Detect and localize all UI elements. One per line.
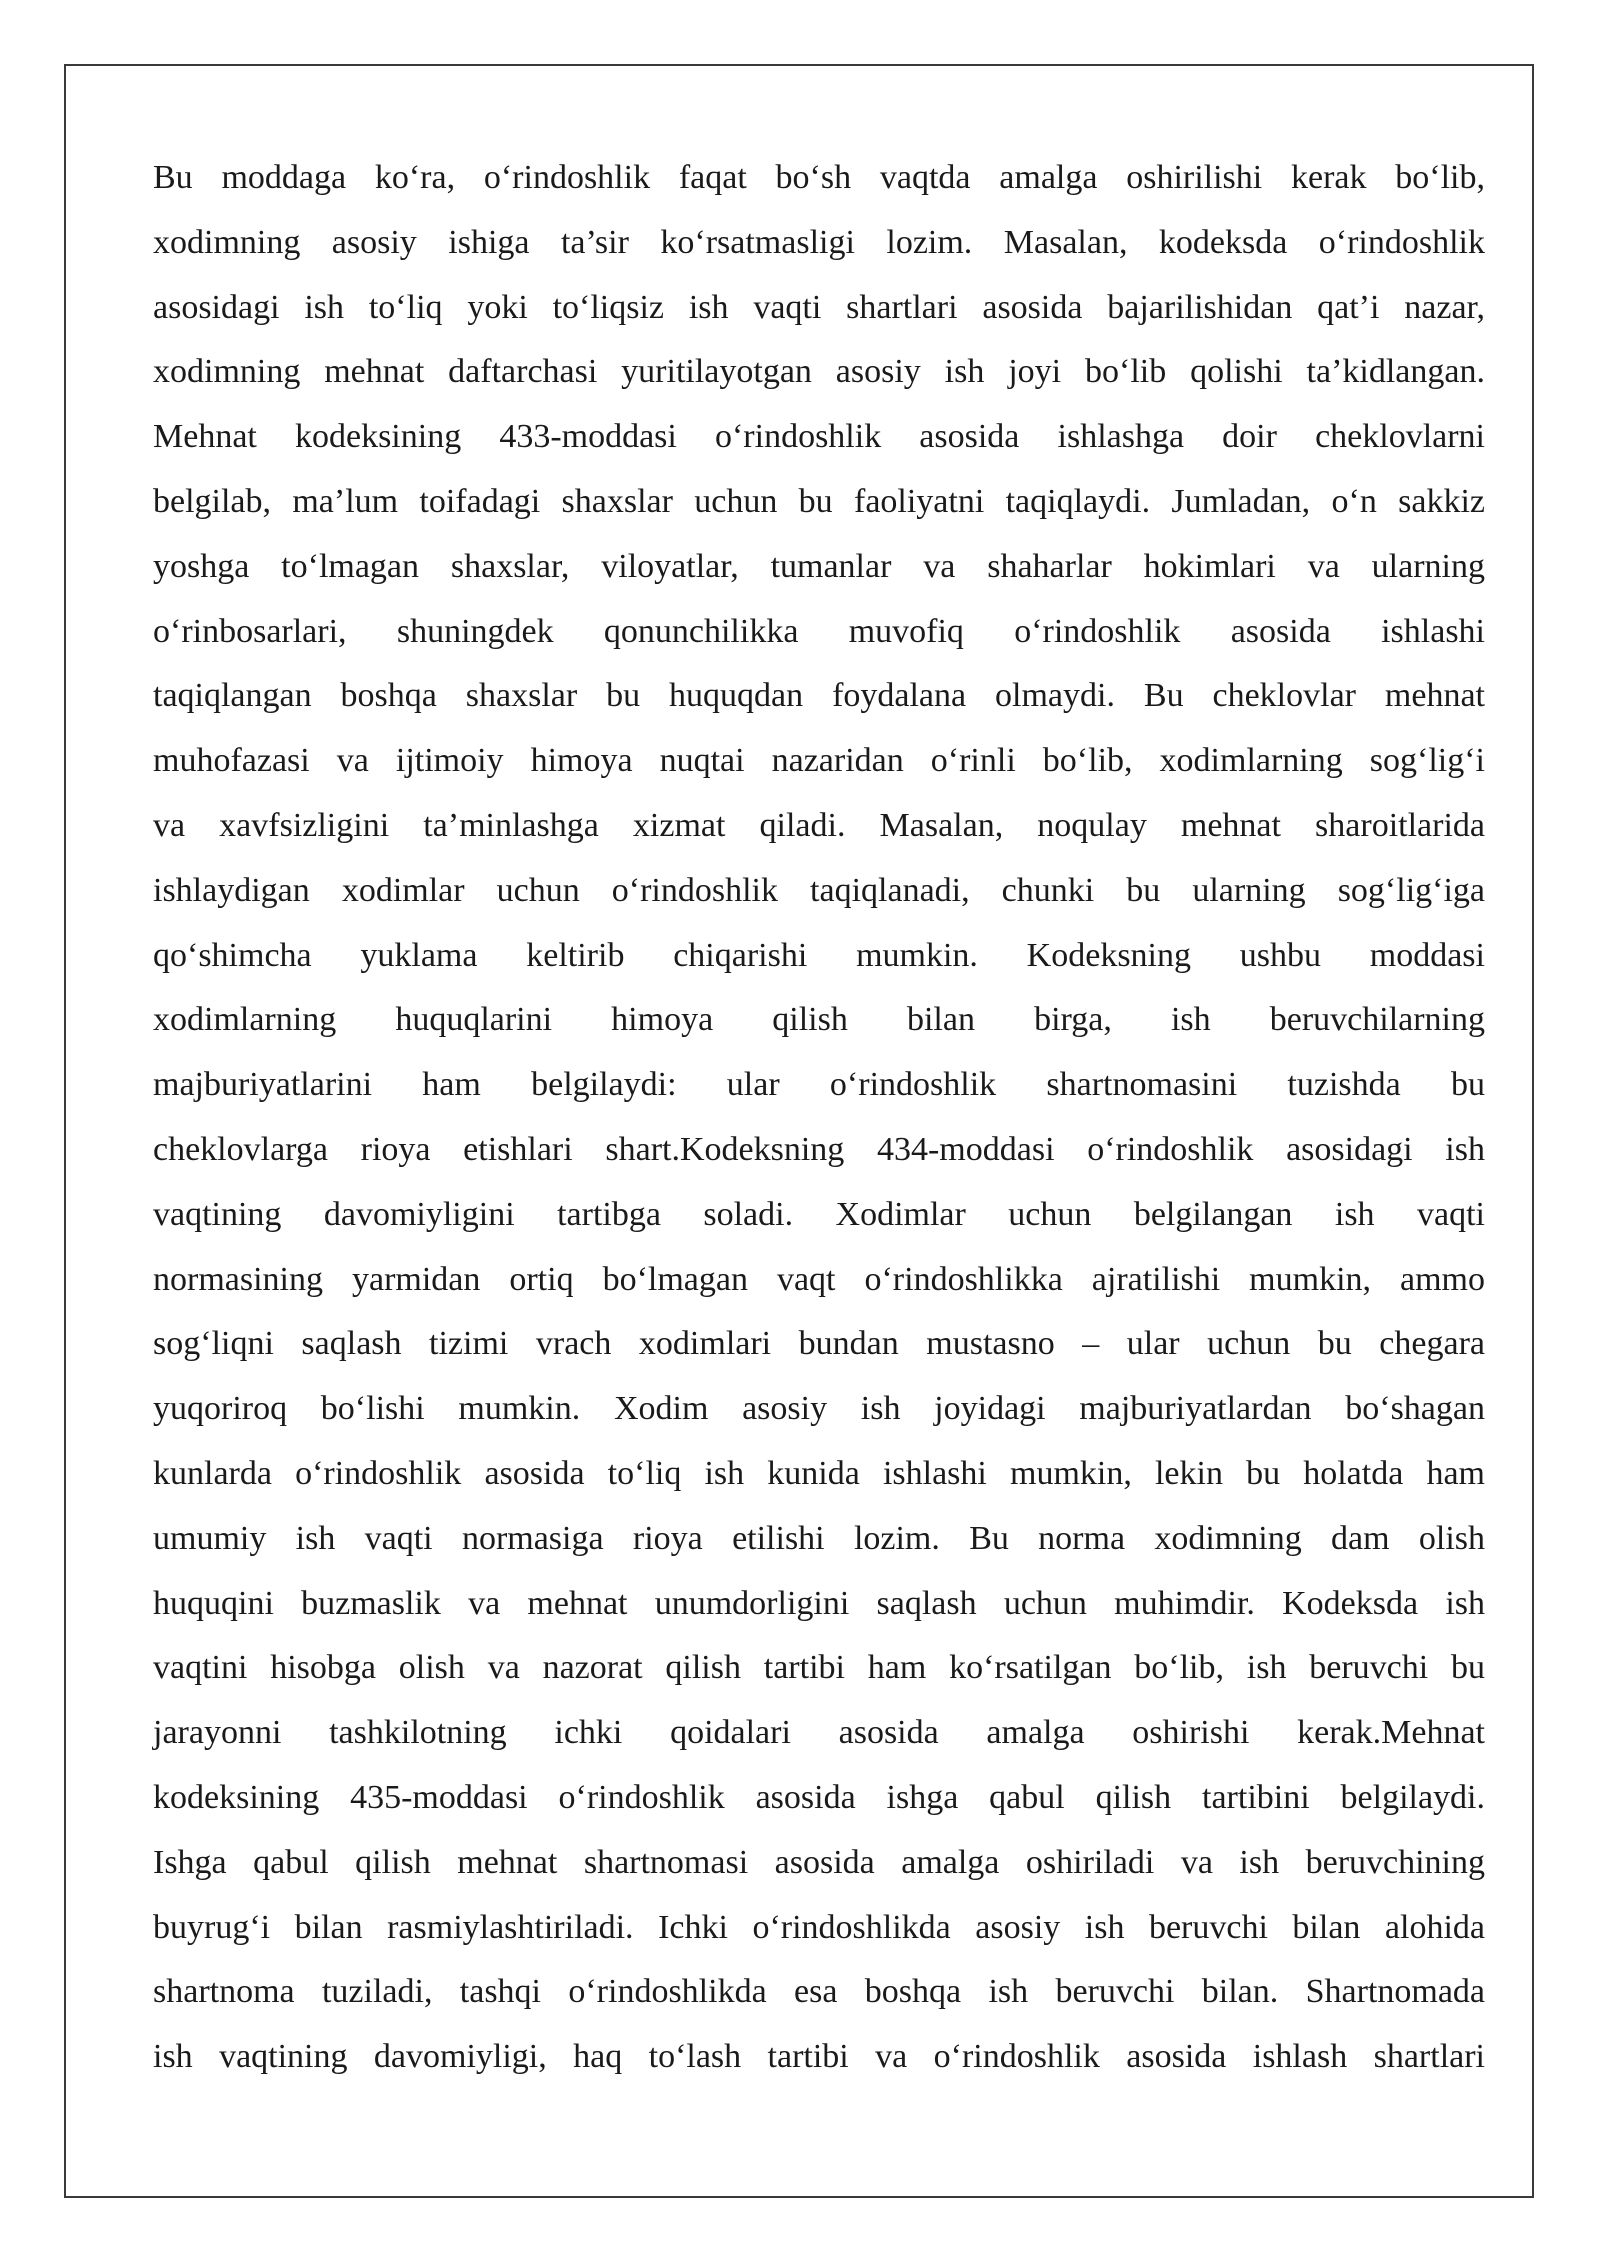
text-line-content: qo‘shimcha yuklama keltirib chiqarishi mumkin. Kodeksning ushbu moddasi	[153, 936, 1485, 974]
text-line	[153, 1377, 1485, 1442]
text-line-content: buyrug‘i bilan rasmiylashtiriladi. Ichki o‘rindoshlikda asosiy ish beruvchi bilan alohida	[153, 1908, 1485, 1946]
text-line	[153, 470, 1485, 535]
text-line-content: xodimlarning huquqlarini himoya qilish bilan birga, ish beruvchilarning	[153, 1001, 1485, 1039]
text-line-content: huquqini buzmaslik va mehnat unumdorligini saqlash uchun muhimdir. Kodeksda ish	[153, 1584, 1485, 1622]
text-line-content: cheklovlarga rioya etishlari shart.Kodeksning 434-moddasi o‘rindoshlik asosidagi ish	[153, 1130, 1485, 1168]
text-line-content: xodimning asosiy ishiga ta’sir ko‘rsatmasligi lozim. Masalan, kodeksda o‘rindoshlik	[153, 223, 1485, 261]
text-line-content: Mehnat kodeksining 433-moddasi o‘rindoshlik asosida ishlashga doir cheklovlarni	[153, 418, 1485, 456]
text-line-content: jarayonni tashkilotning ichki qoidalari asosida amalga oshirishi kerak.Mehnat	[153, 1714, 1485, 1752]
text-line-content: shartnoma tuziladi, tashqi o‘rindoshlikda esa boshqa ish beruvchi bilan. Shartnomada	[153, 1973, 1485, 2011]
text-line-content: va xavfsizligini ta’minlashga xizmat qiladi. Masalan, noqulay mehnat sharoitlarida	[153, 806, 1485, 844]
text-line	[153, 729, 1485, 794]
text-line	[153, 1572, 1485, 1637]
text-line	[153, 1053, 1485, 1118]
text-line	[153, 1766, 1485, 1831]
text-line	[153, 1831, 1485, 1896]
text-line	[153, 1118, 1485, 1183]
text-line-content: o‘rinbosarlari, shuningdek qonunchilikka muvofiq o‘rindoshlik asosida ishlashi	[153, 612, 1485, 650]
text-line-content: ishlaydigan xodimlar uchun o‘rindoshlik taqiqlanadi, chunki bu ularning sog‘lig‘iga	[153, 871, 1485, 909]
text-line	[153, 1442, 1485, 1507]
text-line	[153, 211, 1485, 276]
text-line-content: kunlarda o‘rindoshlik asosida to‘liq ish kunida ishlashi mumkin, lekin bu holatda ham	[153, 1454, 1485, 1492]
text-line	[153, 1896, 1485, 1961]
text-line	[153, 276, 1485, 341]
text-line-content: ish vaqtining davomiyligi, haq to‘lash tartibi va o‘rindoshlik asosida ishlash shartlari	[153, 2038, 1485, 2076]
text-line	[153, 405, 1485, 470]
text-line-content: kodeksining 435-moddasi o‘rindoshlik asosida ishga qabul qilish tartibini belgilaydi.	[153, 1778, 1485, 1816]
text-line	[153, 1312, 1485, 1377]
text-line	[153, 1960, 1485, 2025]
text-line	[153, 924, 1485, 989]
text-line-content: yoshga to‘lmagan shaxslar, viloyatlar, tumanlar va shaharlar hokimlari va ularning	[153, 547, 1485, 585]
text-line-content: xodimning mehnat daftarchasi yuritilayotgan asosiy ish joyi bo‘lib qolishi ta’kidlangan.	[153, 353, 1485, 391]
text-line	[153, 1507, 1485, 1572]
text-line-content: muhofazasi va ijtimoiy himoya nuqtai nazaridan o‘rinli bo‘lib, xodimlarning sog‘lig‘i	[153, 742, 1485, 780]
text-line-content: normasining yarmidan ortiq bo‘lmagan vaqt o‘rindoshlikka ajratilishi mumkin, ammo	[153, 1260, 1485, 1298]
text-line-content: majburiyatlarini ham belgilaydi: ular o‘rindoshlik shartnomasini tuzishda bu	[153, 1066, 1485, 1104]
text-line	[153, 340, 1485, 405]
text-line	[153, 859, 1485, 924]
text-line	[153, 1183, 1485, 1248]
text-line	[153, 988, 1485, 1053]
text-line	[153, 1636, 1485, 1701]
text-line	[153, 535, 1485, 600]
text-line	[153, 146, 1485, 211]
text-line-content: taqiqlangan boshqa shaxslar bu huquqdan foydalana olmaydi. Bu cheklovlar mehnat	[153, 677, 1485, 715]
text-line-content: vaqtining davomiyligini tartibga soladi. Xodimlar uchun belgilangan ish vaqti	[153, 1195, 1485, 1233]
text-line	[153, 600, 1485, 665]
text-line	[153, 664, 1485, 729]
text-line-content: sog‘liqni saqlash tizimi vrach xodimlari bundan mustasno – ular uchun bu chegara	[153, 1325, 1485, 1363]
text-line-content: yuqoriroq bo‘lishi mumkin. Xodim asosiy ish joyidagi majburiyatlardan bo‘shagan	[153, 1390, 1485, 1428]
text-line	[153, 794, 1485, 859]
text-line-content: Bu moddaga ko‘ra, o‘rindoshlik faqat bo‘sh vaqtda amalga oshirilishi kerak bo‘lib,	[153, 159, 1485, 196]
body-paragraph	[153, 146, 1485, 2090]
text-line-content: umumiy ish vaqti normasiga rioya etilishi lozim. Bu norma xodimning dam olish	[153, 1519, 1485, 1557]
text-line	[153, 2025, 1485, 2090]
text-line	[153, 1701, 1485, 1766]
text-line	[153, 1248, 1485, 1313]
text-line-content: belgilab, ma’lum toifadagi shaxslar uchun bu faoliyatni taqiqlaydi. Jumladan, o‘n sakkiz	[153, 482, 1485, 520]
text-line-content: vaqtini hisobga olish va nazorat qilish tartibi ham ko‘rsatilgan bo‘lib, ish beruvchi bu	[153, 1649, 1485, 1687]
text-line-content: asosidagi ish to‘liq yoki to‘liqsiz ish vaqti shartlari asosida bajarilishidan qat’i nazar,	[153, 288, 1485, 326]
text-line-content: Ishga qabul qilish mehnat shartnomasi asosida amalga oshiriladi va ish beruvchining	[153, 1843, 1485, 1881]
